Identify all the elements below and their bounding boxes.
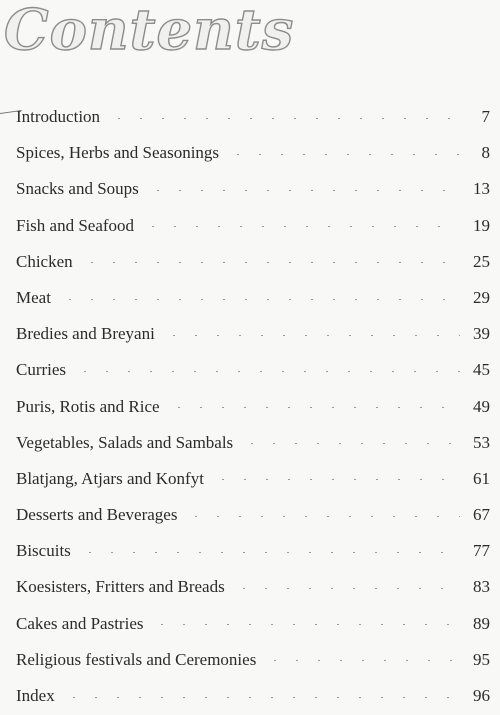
dot-leader	[74, 371, 460, 372]
toc-entry-page: 25	[473, 251, 490, 271]
dot-leader	[227, 154, 460, 155]
dot-leader	[212, 479, 460, 480]
dot-leader	[264, 660, 460, 661]
dot-leader	[163, 335, 460, 336]
toc-entry-title: Religious festivals and Ceremonies	[16, 649, 257, 669]
toc-entry-title: Chicken	[16, 251, 73, 271]
dot-leader	[185, 516, 460, 517]
page-title: Contents	[4, 0, 295, 63]
toc-entry-page: 61	[473, 468, 490, 488]
toc-entry[interactable]	[16, 642, 490, 678]
toc-entry-title: Introduction	[16, 107, 101, 126]
toc-entry-page: 67	[473, 505, 490, 525]
toc-entry[interactable]	[16, 606, 490, 642]
toc-entry-title: Spices, Herbs and Seasonings	[16, 143, 220, 163]
toc-entry-page: 49	[473, 396, 490, 416]
dot-leader	[147, 190, 460, 191]
toc-entry-title: Curries	[16, 360, 67, 380]
toc-entry-title: Vegetables, Salads and Sambals	[16, 432, 234, 452]
toc-entry-title: Blatjang, Atjars and Konfyt	[16, 468, 204, 488]
toc-entry[interactable]	[16, 497, 490, 533]
dot-leader	[81, 262, 460, 263]
dot-leader	[142, 226, 460, 227]
toc-entry-page: 19	[473, 215, 490, 235]
dot-leader	[63, 697, 460, 698]
toc-entry-title: Puris, Rotis and Rice	[16, 396, 160, 416]
toc-entry[interactable]	[16, 171, 490, 207]
toc-entry-page: 13	[473, 179, 490, 199]
toc-entry[interactable]	[16, 99, 490, 135]
toc-entry[interactable]	[16, 316, 490, 352]
toc-entry-title: Snacks and Soups	[16, 179, 139, 199]
toc-entry-title: Cakes and Pastries	[16, 613, 144, 633]
toc-entry-page: 53	[473, 432, 490, 452]
toc-entry[interactable]	[16, 280, 490, 316]
table-of-contents	[16, 99, 490, 714]
toc-entry-page: 7	[481, 107, 490, 126]
toc-entry-page: 77	[473, 541, 490, 561]
toc-entry-page: 29	[473, 287, 490, 307]
toc-entry-title: Koesisters, Fritters and Breads	[16, 577, 225, 597]
toc-entry[interactable]	[16, 461, 490, 497]
toc-entry-page: 45	[473, 360, 490, 380]
toc-entry-page: 83	[473, 577, 490, 597]
dot-leader	[151, 624, 460, 625]
toc-entry[interactable]	[16, 678, 490, 714]
toc-entry[interactable]	[16, 569, 490, 605]
toc-entry[interactable]	[16, 533, 490, 569]
toc-entry-page: 89	[473, 613, 490, 633]
toc-entry[interactable]	[16, 135, 490, 171]
dot-leader	[168, 407, 460, 408]
dot-leader	[233, 588, 460, 589]
toc-entry-title: Index	[16, 686, 55, 705]
toc-entry[interactable]	[16, 244, 490, 280]
toc-entry[interactable]	[16, 425, 490, 461]
toc-entry-title: Fish and Seafood	[16, 215, 135, 235]
toc-entry-page: 8	[481, 143, 490, 163]
toc-entry-title: Meat	[16, 287, 51, 307]
toc-entry-page: 96	[473, 686, 490, 705]
dot-leader	[108, 118, 460, 119]
toc-entry-title: Desserts and Beverages	[16, 505, 178, 525]
toc-entry-page: 39	[473, 324, 490, 344]
dot-leader	[59, 299, 460, 300]
toc-entry-page: 95	[473, 649, 490, 669]
dot-leader	[79, 552, 460, 553]
toc-entry-title: Bredies and Breyani	[16, 324, 155, 344]
toc-entry[interactable]	[16, 352, 490, 388]
toc-entry-title: Biscuits	[16, 541, 71, 561]
toc-entry[interactable]	[16, 389, 490, 425]
dot-leader	[241, 443, 460, 444]
toc-entry[interactable]	[16, 208, 490, 244]
